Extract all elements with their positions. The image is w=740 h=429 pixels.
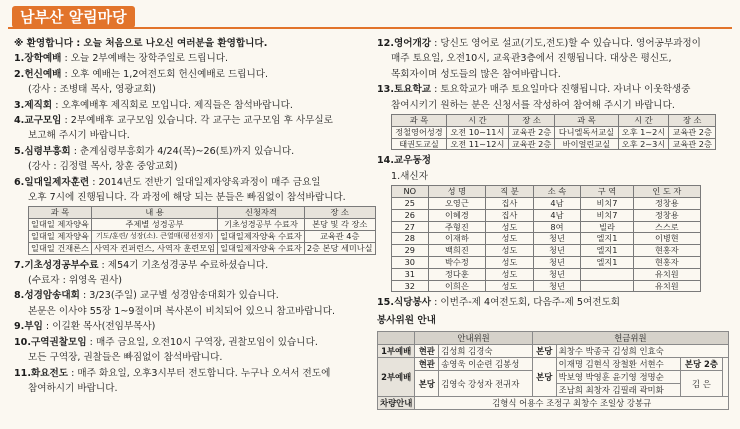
table-cell: 성도 <box>486 245 534 257</box>
table-cell: 스스로 <box>633 221 700 233</box>
table-cell: 조남희 최창자 김필래 곽미화 <box>556 384 680 397</box>
table-cell: 정철영어성경 <box>392 126 447 138</box>
table-cell: 현홍자 <box>633 245 700 257</box>
row-label: 2부예배 <box>378 358 415 397</box>
notice-detail: 본문은 이사야 55장 1~9절이며 복사본이 비치되어 있으니 참고바랍니다. <box>28 305 336 317</box>
table-cell: 비치7 <box>581 198 633 210</box>
table-cell: 이재명 김현식 장철환 서현수 <box>556 358 680 371</box>
table-cell <box>581 280 633 292</box>
table-cell: 2층 본당 세미나실 <box>304 242 375 254</box>
table-row <box>392 198 701 210</box>
welcome-notice: ※ 환영합니다 : 오늘 처음으로 나오신 여러분을 환영합니다. <box>14 38 268 49</box>
notice-detail: 참여하시기 바랍니다. <box>28 382 118 394</box>
table-header-cell: NO <box>392 186 429 198</box>
location-tag: 현관 <box>415 358 439 371</box>
notice-item: 2.헌신예배 : 오후 예배는 1,2여전도회 헌신예배로 드립니다. <box>14 68 269 80</box>
notice-item: 12.영어개강 : 당신도 영어로 설교(기도,전도)할 수 있습니다. 영어공부과정이 <box>377 38 701 49</box>
notice-detail: 모든 구역장, 권찰들은 빠짐없이 참석바랍니다. <box>28 352 223 364</box>
training-table <box>28 206 376 254</box>
table-row <box>392 245 701 257</box>
table-header-cell: 직 분 <box>486 186 534 198</box>
table-cell: 집사 <box>486 209 534 221</box>
notice-item: 10.구역권찰모임 : 매주 금요일, 오전10시 구역장, 권찰모임이 있습니다. <box>14 336 318 348</box>
table-cell: 김형식 어용수 조정구 최창수 조일상 강봉규 <box>415 397 729 410</box>
table-cell: 청년 <box>533 280 581 292</box>
notice-detail: 매주 토요일, 오전10시, 교육관3층에서 진행됩니다. 대상은 평신도, <box>391 53 672 65</box>
table-cell: 30 <box>392 257 429 269</box>
notice-item: 9.부임 : 이길환 목사(전임부목사) <box>14 321 156 333</box>
table-cell: 4남 <box>533 209 581 221</box>
notice-item: 5.심령부흥회 : 춘계심령부흥회가 4/24(목)~26(토)까지 있습니다. <box>14 145 295 157</box>
table-cell: 이재하 <box>428 233 486 245</box>
table-cell: 성도 <box>486 233 534 245</box>
table-cell: 26 <box>392 209 429 221</box>
table-header-cell: 인 도 자 <box>633 186 700 198</box>
table-row <box>29 242 376 254</box>
table-header-row <box>392 115 716 127</box>
table-row <box>392 280 701 292</box>
table-cell: 기초성경공부 수료자 <box>218 219 305 231</box>
table-cell: 정다훈 <box>428 268 486 280</box>
notice-detail: 오후 7시에 진행됩니다. 각 과정에 해당 되는 분들은 빠짐없이 참석바랍니다. <box>28 192 346 204</box>
table-header-cell: 소 속 <box>533 186 581 198</box>
notice-detail: (수료자 : 위영옥 권사) <box>28 275 123 287</box>
table-cell: 주제별 성경공부 <box>91 219 217 231</box>
table-cell: 32 <box>392 280 429 292</box>
table-cell: 성도 <box>486 268 534 280</box>
table-row <box>29 231 376 243</box>
table-cell: 유치원 <box>633 280 700 292</box>
table-header-cell: 안내위원 <box>415 332 532 345</box>
header-divider <box>8 27 732 29</box>
table-cell: 이병현 <box>633 233 700 245</box>
table-cell: 백희진 <box>428 245 486 257</box>
table-cell: 교육관 2층 <box>508 126 555 138</box>
table-cell: 성도 <box>486 257 534 269</box>
table-row <box>378 345 729 358</box>
table-cell: 일대일제자양육 수료자 <box>218 242 305 254</box>
table-cell: 주형진 <box>428 221 486 233</box>
table-cell: 빌라 <box>581 221 633 233</box>
table-cell: 25 <box>392 198 429 210</box>
table-header-cell: 헌금위원 <box>532 332 728 345</box>
table-cell: 29 <box>392 245 429 257</box>
table-header-cell: 장 소 <box>669 115 716 127</box>
table-cell: 이혜경 <box>428 209 486 221</box>
table-cell: 오영근 <box>428 198 486 210</box>
right-column <box>377 36 732 410</box>
table-cell: 오전 10~11시 <box>446 126 508 138</box>
notice-item: 11.화요전도 : 매주 화요일, 오후3시부터 전도합니다. 누구나 오셔서 전도에 <box>14 367 331 379</box>
table-cell: 집사 <box>486 198 534 210</box>
table-cell: 4남 <box>533 198 581 210</box>
table-cell: 성도 <box>486 221 534 233</box>
table-cell: 박수정 <box>428 257 486 269</box>
table-cell: 청년 <box>533 257 581 269</box>
notice-detail: 목회자이며 성도들의 많은 참여바랍니다. <box>391 68 561 80</box>
table-cell: 일대일 제자양육 <box>29 219 92 231</box>
table-cell: 김성희 김경숙 <box>439 345 533 358</box>
table-cell: 다니엘독서교실 <box>555 126 618 138</box>
notice-detail: (강사 : 김정렬 목사, 창훈 중앙교회) <box>28 161 178 173</box>
notice-item: 7.기초성경공부수료 : 제54기 기초성경공부 수료하셨습니다. <box>14 259 269 271</box>
newcomers-table <box>391 185 701 292</box>
table-cell: 정창용 <box>633 209 700 221</box>
row-label: 차량안내 <box>378 397 415 410</box>
table-row <box>29 219 376 231</box>
table-header-row <box>378 332 729 345</box>
table-row <box>378 358 729 371</box>
saturday-school-table <box>391 114 716 150</box>
table-cell: 성도 <box>486 280 534 292</box>
table-cell: 8여 <box>533 221 581 233</box>
table-cell: 바이얼린교실 <box>555 138 618 150</box>
table-cell: 교육관 2층 <box>508 138 555 150</box>
table-header-cell: 신청자격 <box>218 207 305 219</box>
table-header-row <box>29 207 376 219</box>
table-cell: 현홍자 <box>633 257 700 269</box>
table-row <box>392 126 716 138</box>
table-cell: 비치7 <box>581 209 633 221</box>
table-cell: 일대일제자양육 수료자 <box>218 231 305 243</box>
notice-detail: 참여시키기 원하는 분은 신청서를 작성하여 참여해 주시기 바랍니다. <box>391 99 675 111</box>
table-header-cell: 장 소 <box>304 207 375 219</box>
table-cell: 기도/훈련/ 성장(소). 큰열매(평선정지) <box>91 231 217 243</box>
table-row <box>392 209 701 221</box>
table-cell: 태권도교실 <box>392 138 447 150</box>
table-cell: 김 은 <box>680 371 723 397</box>
row-label: 1부예배 <box>378 345 415 358</box>
notice-item: 3.제직회 : 오후예배후 제직회로 모입니다. 제직들은 참석바랍니다. <box>14 99 293 111</box>
header-bar <box>0 0 740 30</box>
notice-detail: 보고해 주시기 바랍니다. <box>28 130 130 142</box>
table-row <box>392 257 701 269</box>
table-header-cell: 과 목 <box>392 115 447 127</box>
table-cell: 엘지1 <box>581 245 633 257</box>
table-cell: 청년 <box>533 268 581 280</box>
table-cell: 교육관 2층 <box>669 126 716 138</box>
notice-item: 6.일대일제자훈련 : 2014년도 전반기 일대일제자양육과정이 매주 금요일 <box>14 176 321 188</box>
table-cell: 교육관 4층 <box>304 231 375 243</box>
table-cell: 일대일 제자양육 <box>29 231 92 243</box>
notice-item: 1.장학예배 : 오늘 2부예배는 장학주일로 드립니다. <box>14 53 229 65</box>
service-section-title: 봉사위원 안내 <box>377 314 436 326</box>
table-cell: 일대일 건재론스 <box>29 242 92 254</box>
table-row <box>392 233 701 245</box>
location-tag: 본당 2층 <box>680 358 723 371</box>
table-cell: 본당 및 각 장소 <box>304 219 375 231</box>
left-column <box>14 36 373 396</box>
table-header-cell: 과 목 <box>29 207 92 219</box>
table-cell: 정창용 <box>633 198 700 210</box>
notice-item: 8.성경암송대회 : 3/23(주일) 교구별 성경암송대회가 있습니다. <box>14 290 279 302</box>
table-row <box>378 397 729 410</box>
page-title: 남부산 알림마당 <box>12 6 135 28</box>
table-header-row <box>392 186 701 198</box>
table-row <box>392 221 701 233</box>
table-cell: 최창수 박종국 김성희 인효숙 <box>556 345 728 358</box>
table-cell: 27 <box>392 221 429 233</box>
location-tag: 현관 <box>415 345 439 358</box>
notice-item: 4.교구모임 : 2부예배후 교구모임 있습니다. 각 교구는 교구모임 후 사무실로 <box>14 115 333 127</box>
table-header-cell: 성 명 <box>428 186 486 198</box>
table-cell: 오후 1~2시 <box>618 126 669 138</box>
table-header-cell: 내 용 <box>91 207 217 219</box>
notice-detail: (강사 : 조병태 목사, 영광교회) <box>28 84 156 96</box>
table-header-cell: 과 목 <box>555 115 618 127</box>
table-header-cell: 구 역 <box>581 186 633 198</box>
table-cell: 청년 <box>533 245 581 257</box>
notice-item: 15.식당봉사 : 이번주-제 4여전도회, 다음주-제 5여전도회 <box>377 297 621 309</box>
table-cell: 이희은 <box>428 280 486 292</box>
table-cell <box>581 268 633 280</box>
location-tag: 본당 <box>532 345 556 358</box>
notice-item: 14.교우동정 <box>377 155 432 167</box>
table-row <box>392 138 716 150</box>
table-cell: 송영욱 이순련 김봉성 <box>439 358 533 371</box>
table-header-cell: 장 소 <box>508 115 555 127</box>
notice-detail: 1.새신자 <box>391 170 428 182</box>
location-tag: 본당 <box>415 371 439 397</box>
table-cell: 청년 <box>533 233 581 245</box>
table-cell: 28 <box>392 233 429 245</box>
table-cell: 오전 11~12시 <box>446 138 508 150</box>
table-cell: 엘지1 <box>581 257 633 269</box>
table-header-cell: 시 간 <box>618 115 669 127</box>
table-cell: 31 <box>392 268 429 280</box>
notice-item: 13.토요학교 : 토요학교가 매주 토요일마다 진행됩니다. 자녀나 이웃학생중 <box>377 84 691 96</box>
location-tag: 본당 <box>532 358 556 397</box>
table-cell: 사역자 컨퍼런스, 사역자 훈련모임 <box>91 242 217 254</box>
table-cell: 박보영 박영훈 윤기영 정명순 <box>556 371 680 384</box>
table-cell: 김영숙 강성자 전귀자 <box>439 371 533 397</box>
table-header-cell: 시 간 <box>446 115 508 127</box>
table-cell: 유치원 <box>633 268 700 280</box>
table-cell: 엘지1 <box>581 233 633 245</box>
table-cell <box>723 358 729 397</box>
service-table <box>377 331 729 410</box>
table-header-cell <box>378 332 415 345</box>
table-cell: 교육관 2층 <box>669 138 716 150</box>
table-cell: 오후 2~3시 <box>618 138 669 150</box>
table-row <box>392 268 701 280</box>
